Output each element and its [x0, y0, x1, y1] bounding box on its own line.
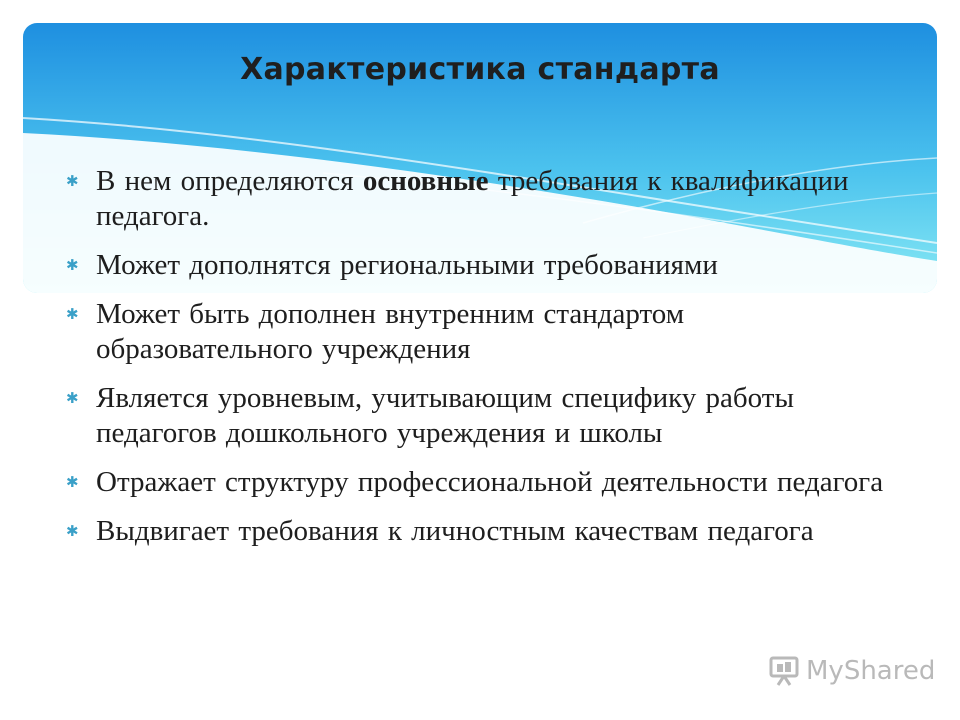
presentation-board-icon [768, 655, 800, 687]
asterisk-bullet-icon: ✱ [66, 305, 79, 323]
asterisk-bullet-icon: ✱ [66, 522, 79, 540]
bullet-item [66, 381, 906, 451]
bullet-list [66, 164, 906, 563]
bullet-text-suffix: требования к квалификации педагога. [96, 165, 849, 232]
bullet-text: Выдвигает требования к личностным качествам педагога [96, 515, 814, 547]
bullet-text: Может дополнятся региональными требованиями [96, 249, 718, 281]
bullet-text: Может быть дополнен внутренним стандартом образовательного учреждения [96, 298, 685, 365]
asterisk-bullet-icon: ✱ [66, 172, 79, 190]
asterisk-bullet-icon: ✱ [66, 473, 79, 491]
bullet-item [66, 514, 906, 549]
watermark-text: MyShared [806, 656, 936, 686]
bullet-text: Является уровневым, учитывающим специфику работы педагогов дошкольного учреждения и школы [96, 382, 794, 449]
asterisk-bullet-icon: ✱ [66, 256, 79, 274]
bullet-item [66, 164, 906, 234]
bullet-text: Отражает структуру профессиональной деятельности педагога [96, 466, 884, 498]
watermark [768, 655, 935, 687]
slide-title: Характеристика стандарта [240, 52, 720, 87]
bullet-text-bold: основные [362, 165, 489, 197]
bullet-item [66, 465, 906, 500]
asterisk-bullet-icon: ✱ [66, 389, 79, 407]
bullet-item [66, 297, 906, 367]
bullet-item [66, 248, 906, 283]
bullet-text-prefix: В нем определяются [96, 165, 363, 197]
